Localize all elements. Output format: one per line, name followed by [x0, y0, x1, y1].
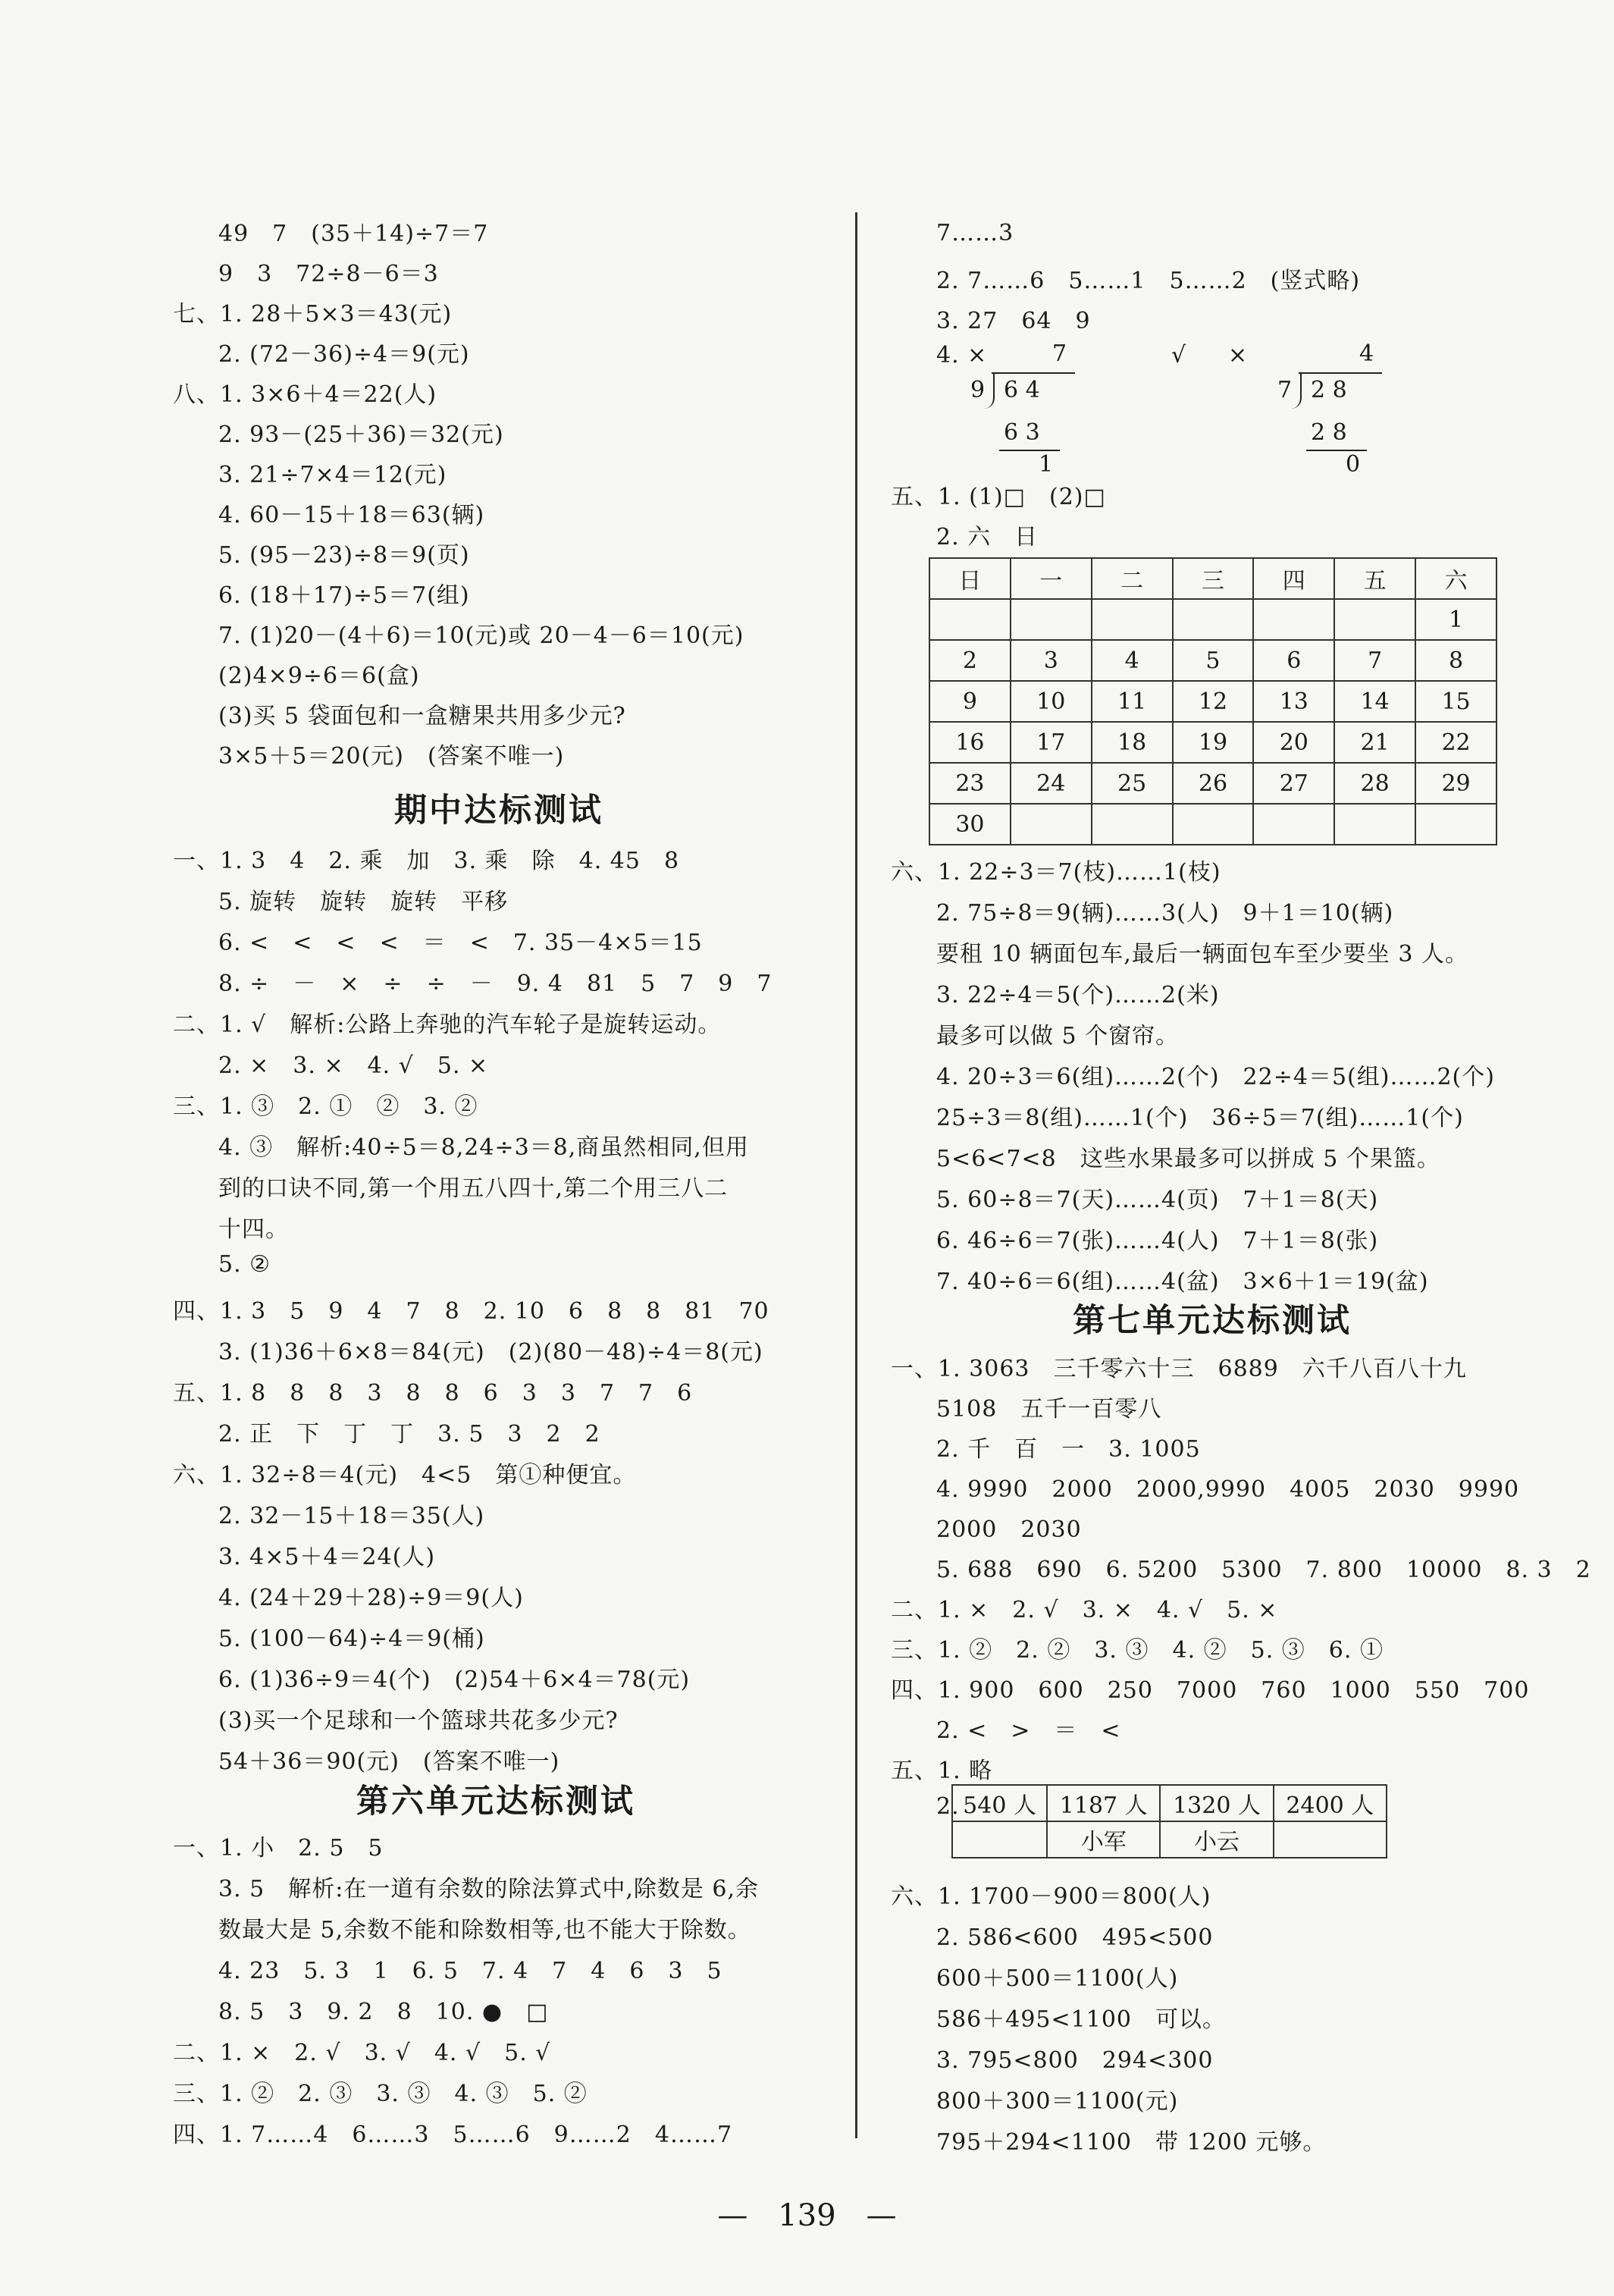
- calendar-header: 一: [1011, 558, 1092, 599]
- answer-line: 4. 9990 2000 2000,9990 4005 2030 9990: [936, 1476, 1520, 1503]
- answer-line: 最多可以做 5 个窗帘。: [936, 1023, 1180, 1049]
- calendar-cell: [1415, 804, 1496, 845]
- calendar-cell: 2: [929, 640, 1011, 681]
- calendar-table: [929, 557, 1497, 845]
- divisor: 9: [970, 377, 986, 403]
- answer-line: 2. 7……6 5……1 5……2 (竖式略): [936, 268, 1361, 294]
- calendar-cell: [1092, 804, 1173, 845]
- calendar-cell: 18: [1092, 722, 1173, 763]
- calendar-row: [929, 640, 1496, 681]
- answer-line: 六、1. 32÷8＝4(元) 4<5 第①种便宜。: [173, 1462, 637, 1488]
- table-cell: [1274, 1821, 1387, 1858]
- answer-line: 8. 5 3 9. 2 8 10. ● □: [218, 1999, 549, 2025]
- answer-line: ×: [1228, 342, 1249, 369]
- table-cell: 1187 人: [1047, 1785, 1160, 1821]
- answer-line: 3. 27 64 9: [936, 308, 1091, 334]
- calendar-header: 四: [1253, 558, 1334, 599]
- calendar-cell: [1334, 804, 1415, 845]
- answer-line: 6. (18＋17)÷5＝7(组): [218, 582, 470, 609]
- table-cell: 小云: [1160, 1821, 1273, 1858]
- answer-line: (3)买 5 袋面包和一盒糖果共用多少元?: [218, 703, 626, 729]
- answer-line: 3. 4×5＋4＝24(人): [218, 1544, 436, 1570]
- answer-line: 5. ②: [218, 1251, 271, 1278]
- answer-line: 4. 20÷3＝6(组)……2(个) 22÷4＝5(组)……2(个): [936, 1064, 1495, 1090]
- answer-line: 五、1. 略: [891, 1758, 993, 1784]
- calendar-cell: 15: [1415, 681, 1496, 722]
- table-cell: [952, 1821, 1047, 1858]
- division-bracket: [1291, 372, 1302, 409]
- calendar-cell: [1011, 804, 1092, 845]
- answer-line: 八、1. 3×6＋4＝22(人): [173, 381, 437, 408]
- calendar-row: [929, 599, 1496, 640]
- answer-line: 586＋495<1100 可以。: [936, 2006, 1227, 2033]
- answer-line: 7. (1)20－(4＋6)＝10(元)或 20－4－6＝10(元): [218, 623, 744, 649]
- answer-line: 到的口诀不同,第一个用五八四十,第二个用三八二: [218, 1175, 729, 1202]
- division-bar: [992, 372, 1075, 374]
- answer-line: 4. 60－15＋18＝63(辆): [218, 502, 485, 529]
- answer-line: 8. ÷ － × ÷ ÷ － 9. 4 81 5 7 9 7: [218, 971, 773, 997]
- calendar-cell: 1: [1415, 599, 1496, 640]
- calendar-cell: 30: [929, 804, 1011, 845]
- division-bracket: [984, 372, 995, 409]
- answer-line: (3)买一个足球和一个篮球共花多少元?: [218, 1708, 619, 1734]
- quotient: 7: [1052, 340, 1067, 367]
- answer-line: 2. 586<600 495<500: [936, 1924, 1214, 1951]
- answer-line: 一、1. 3 4 2. 乘 加 3. 乘 除 4. 45 8: [173, 848, 680, 874]
- answer-line: 5108 五千一百零八: [936, 1396, 1162, 1422]
- calendar-cell: 21: [1334, 722, 1415, 763]
- calendar-cell: [1253, 804, 1334, 845]
- answer-line: 三、1. ② 2. ③ 3. ③ 4. ③ 5. ②: [173, 2081, 588, 2107]
- answer-line: 五、1. (1)□ (2)□: [891, 484, 1106, 510]
- section-title-unit7: 第七单元达标测试: [1073, 1302, 1352, 1340]
- calendar-row: [929, 763, 1496, 804]
- dividend: 2 8: [1311, 377, 1347, 403]
- long-division: [970, 337, 1092, 478]
- answer-line: 四、1. 900 600 250 7000 760 1000 550 700: [891, 1677, 1530, 1704]
- calendar-cell: 26: [1173, 763, 1254, 804]
- answer-line: 795＋294<1100 带 1200 元够。: [936, 2129, 1327, 2156]
- calendar-cell: 28: [1334, 763, 1415, 804]
- section-title-unit6: 第六单元达标测试: [356, 1783, 635, 1821]
- calendar-cell: 25: [1092, 763, 1173, 804]
- answer-line: 5. 60÷8＝7(天)……4(页) 7＋1＝8(天): [936, 1187, 1379, 1213]
- answer-line: 数最大是 5,余数不能和除数相等,也不能大于除数。: [218, 1917, 751, 1943]
- calendar-header: 六: [1415, 558, 1496, 599]
- table-cell: 1320 人: [1160, 1785, 1273, 1821]
- answer-line: 9 3 72÷8－6＝3: [218, 261, 439, 287]
- calendar-cell: 23: [929, 763, 1011, 804]
- answer-line: 3×5＋5＝20(元) (答案不唯一): [218, 743, 565, 770]
- calendar-cell: 27: [1253, 763, 1334, 804]
- calendar-cell: 24: [1011, 763, 1092, 804]
- answer-line: 2. 32－15＋18＝35(人): [218, 1503, 485, 1529]
- calendar-cell: 11: [1092, 681, 1173, 722]
- calendar-cell: [1011, 599, 1092, 640]
- answer-line: 5. (95－23)÷8＝9(页): [218, 542, 470, 569]
- calendar-header: 二: [1092, 558, 1173, 599]
- answer-line: 54＋36＝90(元) (答案不唯一): [218, 1749, 560, 1775]
- calendar-cell: 16: [929, 722, 1011, 763]
- answer-line: 6. < < < < ＝ < 7. 35－4×5＝15: [218, 930, 703, 956]
- calendar-row: [929, 722, 1496, 763]
- answer-line: 5. 旋转 旋转 旋转 平移: [218, 889, 509, 915]
- calendar-header-row: [929, 558, 1496, 599]
- section-title-midterm: 期中达标测试: [394, 792, 603, 830]
- answer-line: 6. (1)36÷9＝4(个) (2)54＋6×4＝78(元): [218, 1667, 691, 1693]
- answer-line: 2. 75÷8＝9(辆)……3(人) 9＋1＝10(辆): [936, 900, 1394, 927]
- answer-line: 十四。: [218, 1216, 289, 1243]
- answer-line: 二、1. √ 解析:公路上奔驰的汽车轮子是旋转运动。: [173, 1012, 722, 1038]
- calendar-cell: 10: [1011, 681, 1092, 722]
- answer-line: 四、1. 3 5 9 4 7 8 2. 10 6 8 8 81 70: [173, 1298, 769, 1325]
- table-row: [952, 1821, 1387, 1858]
- calendar-cell: 19: [1173, 722, 1254, 763]
- answer-line: 3. (1)36＋6×8＝84(元) (2)(80－48)÷4＝8(元): [218, 1339, 763, 1366]
- calendar-cell: 8: [1415, 640, 1496, 681]
- page-number: — 139 —: [717, 2198, 897, 2233]
- answer-line: 3. 795<800 294<300: [936, 2047, 1214, 2074]
- answer-line: (2)4×9÷6＝6(盒): [218, 663, 420, 689]
- calendar-cell: 22: [1415, 722, 1496, 763]
- remainder: 0: [1346, 451, 1361, 478]
- population-table: [951, 1784, 1387, 1858]
- answer-line: 六、1. 1700－900＝800(人): [891, 1884, 1211, 1910]
- calendar-cell: 20: [1253, 722, 1334, 763]
- answer-line: 600＋500＝1100(人): [936, 1965, 1179, 1992]
- answer-line: 五、1. 8 8 8 3 8 8 6 3 3 7 7 6: [173, 1380, 693, 1407]
- table-cell: 540 人: [952, 1785, 1047, 1821]
- calendar-header: 五: [1334, 558, 1415, 599]
- calendar-cell: 6: [1253, 640, 1334, 681]
- answer-line: 4. ③ 解析:40÷5＝8,24÷3＝8,商虽然相同,但用: [218, 1134, 749, 1161]
- calendar-cell: [1173, 804, 1254, 845]
- answer-line: 3. 21÷7×4＝12(元): [218, 462, 447, 488]
- answer-line: 2. × 3. × 4. √ 5. ×: [218, 1052, 489, 1079]
- answer-line: 四、1. 7……4 6……3 5……6 9……2 4……7: [173, 2122, 733, 2148]
- answer-line: 三、1. ② 2. ② 3. ③ 4. ② 5. ③ 6. ①: [891, 1637, 1384, 1664]
- answer-line: 5<6<7<8 这些水果最多可以拼成 5 个果篮。: [936, 1146, 1440, 1172]
- table-row: [952, 1785, 1387, 1821]
- calendar-cell: 17: [1011, 722, 1092, 763]
- answer-line: 2. 千 百 一 3. 1005: [936, 1436, 1201, 1463]
- answer-line: 2. 正 下 丁 丁 3. 5 3 2 2: [218, 1421, 600, 1448]
- calendar-header: 日: [929, 558, 1011, 599]
- answer-line: 六、1. 22÷3＝7(枝)……1(枝): [891, 859, 1221, 886]
- answer-line: 七、1. 28＋5×3＝43(元): [173, 301, 453, 328]
- answer-line: 5. 688 690 6. 5200 5300 7. 800 10000 8. 3 2: [936, 1557, 1591, 1583]
- calendar-cell: 7: [1334, 640, 1415, 681]
- table-cell: 2400 人: [1274, 1785, 1387, 1821]
- answer-line: 7……3: [936, 220, 1014, 246]
- remainder: 1: [1039, 451, 1054, 478]
- quotient: 4: [1359, 340, 1374, 367]
- calendar-cell: 3: [1011, 640, 1092, 681]
- answer-line: 800＋300＝1100(元): [936, 2088, 1179, 2115]
- product: 2 8: [1311, 419, 1347, 446]
- calendar-header: 三: [1173, 558, 1254, 599]
- answer-line: 4. 23 5. 3 1 6. 5 7. 4 7 4 6 3 5: [218, 1958, 722, 1984]
- answer-line: √: [1171, 342, 1187, 369]
- answer-line: 要租 10 辆面包车,最后一辆面包车至少要坐 3 人。: [936, 941, 1468, 968]
- answer-line: 49 7 (35＋14)÷7＝7: [218, 221, 489, 247]
- calendar-cell: 12: [1173, 681, 1254, 722]
- answer-line: 7. 40÷6＝6(组)……4(盆) 3×6＋1＝19(盆): [936, 1269, 1429, 1295]
- answer-line: 一、1. 小 2. 5 5: [173, 1835, 384, 1862]
- answer-line: 4. ×: [936, 342, 988, 369]
- calendar-cell: 14: [1334, 681, 1415, 722]
- table-cell: 小军: [1047, 1821, 1160, 1858]
- calendar-cell: 9: [929, 681, 1011, 722]
- answer-line: 二、1. × 2. √ 3. √ 4. √ 5. √: [173, 2040, 551, 2066]
- answer-line: 4. (24＋29＋28)÷9＝9(人): [218, 1585, 524, 1611]
- answer-line: 二、1. × 2. √ 3. × 4. √ 5. ×: [891, 1597, 1278, 1623]
- answer-line: 2. 六 日: [936, 524, 1039, 550]
- answer-line: 3. 5 解析:在一道有余数的除法算式中,除数是 6,余: [218, 1876, 760, 1902]
- calendar-cell: [929, 599, 1011, 640]
- calendar-cell: [1092, 599, 1173, 640]
- calendar-cell: 5: [1173, 640, 1254, 681]
- answer-line: 一、1. 3063 三千零六十三 6889 六千八百八十九: [891, 1356, 1467, 1382]
- calendar-cell: [1173, 599, 1254, 640]
- answer-line: 三、1. ③ 2. ① ② 3. ②: [173, 1093, 478, 1120]
- calendar-cell: 29: [1415, 763, 1496, 804]
- long-division: [1277, 337, 1399, 478]
- divisor: 7: [1277, 377, 1293, 403]
- product: 6 3: [1004, 419, 1040, 446]
- column-divider: [855, 212, 857, 2138]
- answer-line: 2. < > ＝ <: [936, 1717, 1121, 1744]
- calendar-cell: [1253, 599, 1334, 640]
- answer-line: 2. (72－36)÷4＝9(元): [218, 341, 470, 368]
- calendar-cell: 4: [1092, 640, 1173, 681]
- answer-line: 6. 46÷6＝7(张)……4(人) 7＋1＝8(张): [936, 1228, 1379, 1254]
- calendar-cell: 13: [1253, 681, 1334, 722]
- calendar-cell: [1334, 599, 1415, 640]
- dividend: 6 4: [1004, 377, 1040, 403]
- calendar-row: [929, 804, 1496, 845]
- answer-line: 2. 93－(25＋36)＝32(元): [218, 422, 504, 448]
- answer-line: 3. 22÷4＝5(个)……2(米): [936, 982, 1220, 1008]
- answer-line: 5. (100－64)÷4＝9(桶): [218, 1626, 485, 1652]
- answer-line: 2.: [936, 1793, 960, 1820]
- answer-line: 2000 2030: [936, 1517, 1082, 1543]
- division-bar: [1299, 372, 1382, 374]
- answer-line: 25÷3＝8(组)……1(个) 36÷5＝7(组)……1(个): [936, 1105, 1464, 1131]
- calendar-row: [929, 681, 1496, 722]
